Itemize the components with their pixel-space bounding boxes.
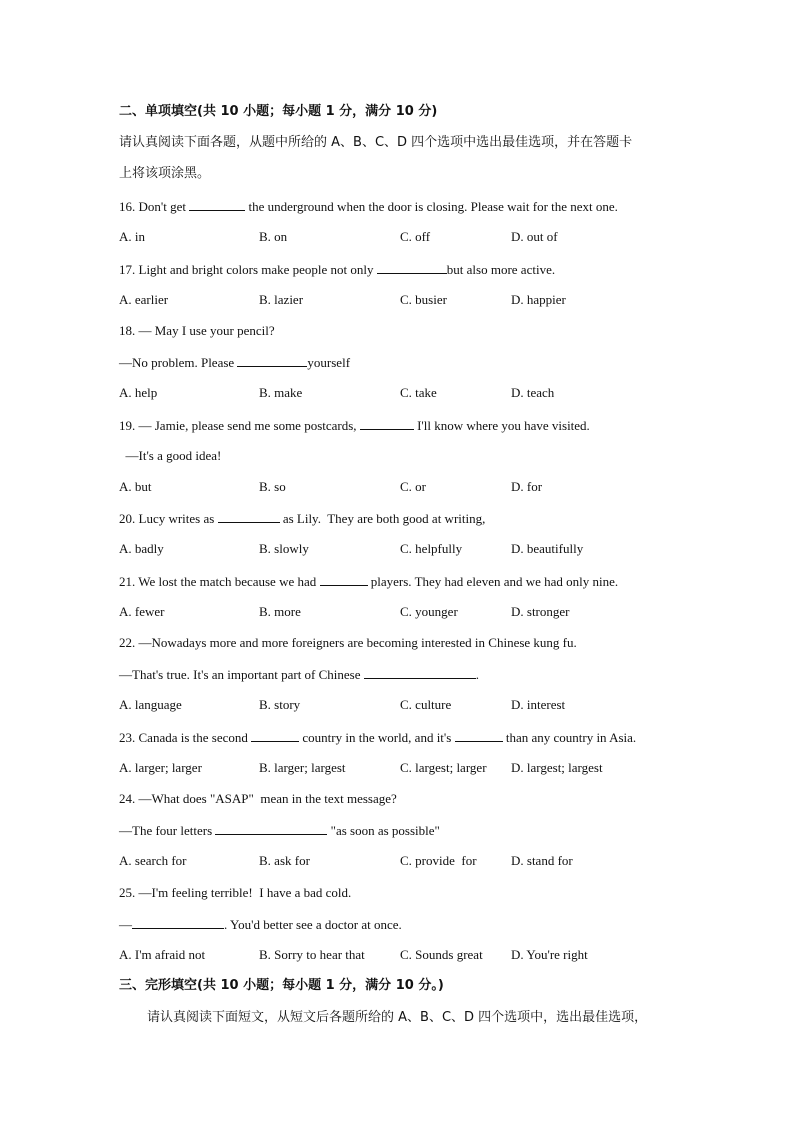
question-19-stem — [119, 417, 590, 434]
answer-blank — [455, 729, 503, 742]
answer-blank — [377, 261, 447, 274]
question-20-option-b: B. slowly — [259, 541, 309, 556]
section-2-heading: 二、单项填空(共 10 小题；每小题 1 分，满分 10 分) — [119, 104, 438, 119]
question-25-option-a: A. I'm afraid not — [119, 947, 206, 962]
question-21-option-a: A. fewer — [119, 604, 165, 619]
question-16-option-a: A. in — [119, 229, 145, 244]
question-20-text-after: as Lily. They are both good at writing, — [279, 511, 486, 526]
question-24-option-a: A. search for — [119, 853, 187, 868]
question-24-reply — [119, 822, 440, 839]
question-16-option-b: B. on — [259, 229, 288, 244]
question-19-option-d: D. for — [511, 479, 543, 494]
question-18-text-before: —No problem. Please — [119, 355, 238, 370]
question-18-text-after: yourself — [307, 355, 351, 370]
question-18-reply — [119, 354, 350, 371]
question-23-text-middle: country in the world, and it's — [299, 730, 455, 745]
question-21-option-c: C. younger — [400, 604, 458, 619]
question-24-text-after: "as soon as possible" — [327, 823, 440, 838]
question-21-stem — [119, 573, 618, 590]
question-22-text-before: —That's true. It's an important part of Chinese — [119, 667, 364, 682]
question-25-option-c: C. Sounds great — [400, 947, 483, 962]
question-23-option-c: C. largest; larger — [400, 760, 487, 775]
question-23-option-a: A. larger; larger — [119, 760, 202, 775]
question-24-option-d: D. stand for — [511, 853, 573, 868]
question-23-text-after: than any country in Asia. — [502, 730, 637, 745]
section-3-instruction-line-1: 请认真阅读下面短文，从短文后各题所给的 A、B、C、D 四个选项中，选出最佳选项， — [147, 1010, 648, 1025]
question-16-text-before: 16. Don't get — [119, 199, 190, 214]
question-24-stem: 24. —What does "ASAP" mean in the text message? — [119, 791, 397, 806]
question-19-option-b: B. so — [259, 479, 286, 494]
question-22-option-a: A. language — [119, 697, 182, 712]
question-22-reply — [119, 666, 479, 683]
question-25-reply — [119, 916, 402, 933]
question-17-option-b: B. lazier — [259, 292, 304, 307]
answer-blank — [132, 916, 224, 929]
question-18-option-b: B. make — [259, 385, 303, 400]
question-20-option-d: D. beautifully — [511, 541, 584, 556]
question-21-text-before: 21. We lost the match because we had — [119, 574, 320, 589]
question-20-option-c: C. helpfully — [400, 541, 463, 556]
question-17-text-after: but also more active. — [446, 262, 556, 277]
question-17-option-c: C. busier — [400, 292, 447, 307]
question-25-text-before: — — [119, 917, 132, 932]
answer-blank — [364, 666, 476, 679]
question-18-option-a: A. help — [119, 385, 158, 400]
question-16-option-d: D. out of — [511, 229, 558, 244]
question-23-text-before: 23. Canada is the second — [119, 730, 252, 745]
section-2-instruction-line-1: 请认真阅读下面各题，从题中所给的 A、B、C、D 四个选项中选出最佳选项，并在答题卡 — [119, 135, 633, 150]
question-20-option-a: A. badly — [119, 541, 164, 556]
question-25-text-after: . You'd better see a doctor at once. — [224, 917, 402, 932]
question-22-stem: 22. —Nowadays more and more foreigners are becoming interested in Chinese kung fu. — [119, 635, 577, 650]
question-17-option-a: A. earlier — [119, 292, 169, 307]
question-25-stem: 25. —I'm feeling terrible! I have a bad cold. — [119, 885, 352, 900]
question-19-reply: —It's a good idea! — [119, 448, 222, 463]
question-24-option-b: B. ask for — [259, 853, 310, 868]
question-19-text-before: 19. — Jamie, please send me some postcards, — [119, 418, 360, 433]
answer-blank — [218, 510, 280, 523]
question-17-text-before: 17. Light and bright colors make people not only — [119, 262, 377, 277]
question-24-option-c: C. provide for — [400, 853, 477, 868]
question-16-option-c: C. off — [400, 229, 431, 244]
section-2-instruction-line-2: 上将该项涂黑。 — [119, 166, 211, 181]
question-16-text-after: the underground when the door is closing. Please wait for the next one. — [245, 199, 618, 214]
question-25-option-b: B. Sorry to hear that — [259, 947, 365, 962]
question-18-option-d: D. teach — [511, 385, 555, 400]
question-25-option-d: D. You're right — [511, 947, 588, 962]
question-18-stem: 18. — May I use your pencil? — [119, 323, 275, 338]
question-18-option-c: C. take — [400, 385, 437, 400]
question-17-option-d: D. happier — [511, 292, 566, 307]
question-22-option-b: B. story — [259, 697, 301, 712]
question-23-option-d: D. largest; largest — [511, 760, 603, 775]
section-3-heading: 三、完形填空(共 10 小题；每小题 1 分，满分 10 分。) — [119, 978, 444, 993]
question-22-option-c: C. culture — [400, 697, 452, 712]
question-21-option-d: D. stronger — [511, 604, 570, 619]
question-22-option-d: D. interest — [511, 697, 566, 712]
question-19-option-a: A. but — [119, 479, 152, 494]
question-20-stem — [119, 510, 485, 527]
question-19-option-c: C. or — [400, 479, 426, 494]
question-23-stem — [119, 729, 636, 746]
question-21-text-after: players. They had eleven and we had only nine. — [367, 574, 619, 589]
answer-blank — [189, 198, 245, 211]
answer-blank — [215, 822, 327, 835]
answer-blank — [320, 573, 368, 586]
answer-blank — [360, 417, 414, 430]
question-20-text-before: 20. Lucy writes as — [119, 511, 218, 526]
question-24-text-before: —The four letters — [119, 823, 216, 838]
question-22-text-after: . — [475, 667, 480, 682]
question-21-option-b: B. more — [259, 604, 301, 619]
question-19-text-after: I'll know where you have visited. — [413, 418, 590, 433]
question-17-stem — [119, 261, 555, 278]
question-16-stem — [119, 198, 618, 215]
answer-blank — [237, 354, 307, 367]
answer-blank — [251, 729, 299, 742]
question-23-option-b: B. larger; largest — [259, 760, 346, 775]
